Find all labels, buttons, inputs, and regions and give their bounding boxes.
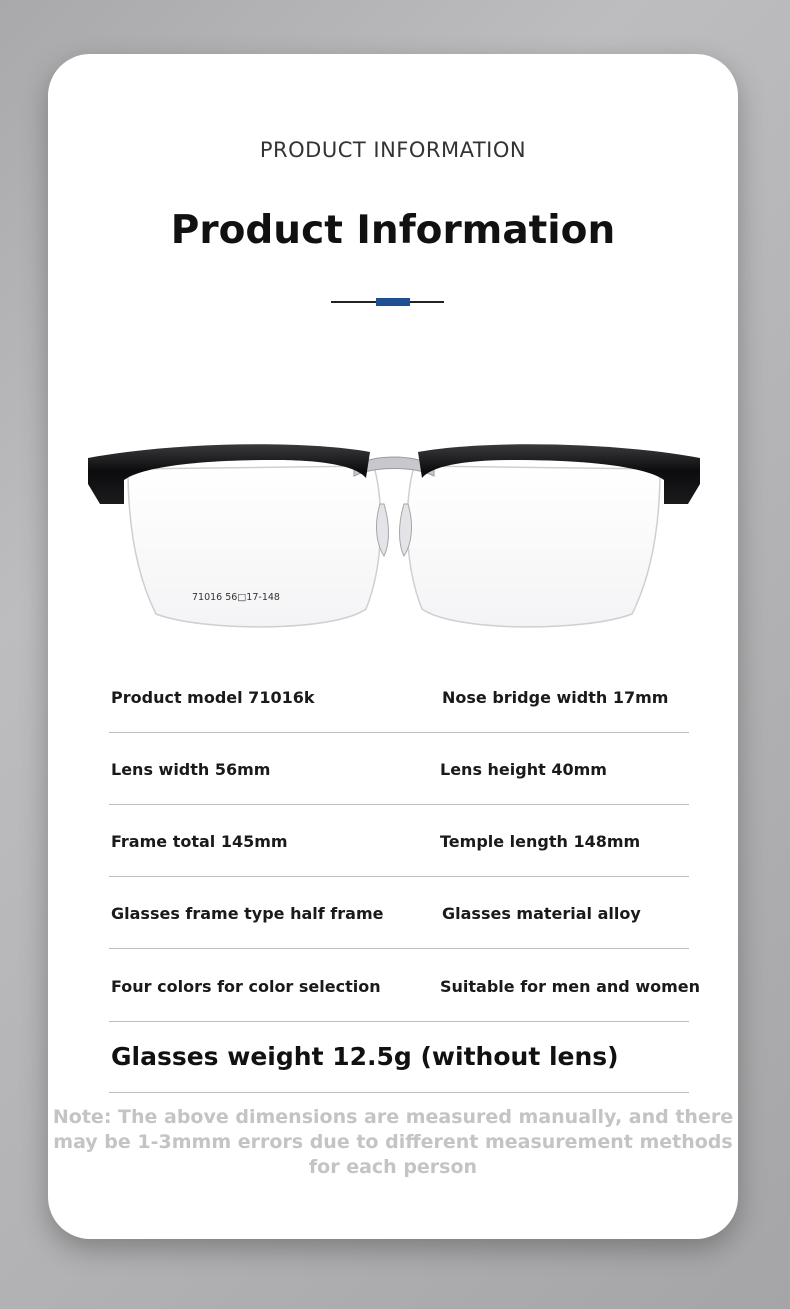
- spec-row: [109, 876, 689, 949]
- spec-row: [109, 732, 689, 805]
- spec-lens-width: Lens width 56mm: [111, 760, 271, 779]
- section-title: Product Information: [170, 208, 616, 253]
- glasses-product-image: [84, 374, 704, 644]
- right-lens: [407, 466, 660, 627]
- spec-suitable: Suitable for men and women: [440, 977, 700, 996]
- spec-weight: Glasses weight 12.5g (without lens): [111, 1042, 619, 1071]
- spec-frame-total: Frame total 145mm: [111, 832, 288, 851]
- spec-frame-type: Glasses frame type half frame: [111, 904, 384, 923]
- section-subtitle: PRODUCT INFORMATION: [259, 138, 527, 162]
- spec-model: Product model 71016k: [111, 688, 315, 707]
- spec-material: Glasses material alloy: [442, 904, 641, 923]
- spec-colors: Four colors for color selection: [111, 977, 381, 996]
- spec-row: [109, 804, 689, 877]
- divider-accent: [376, 298, 410, 306]
- frame-print-text: 71016 56□17-148: [192, 592, 280, 603]
- spec-nose-bridge: Nose bridge width 17mm: [442, 688, 669, 707]
- product-info-card: [48, 54, 738, 1239]
- spec-row: [109, 660, 689, 733]
- title-divider: [331, 298, 444, 306]
- weight-divider: [109, 1092, 689, 1093]
- spec-row: [109, 949, 700, 1022]
- measurement-note: Note: The above dimensions are measured manually, and there may be 1-3mmm errors due to different measurement methods for each person: [52, 1106, 734, 1178]
- spec-lens-height: Lens height 40mm: [440, 760, 607, 779]
- spec-temple-length: Temple length 148mm: [440, 832, 641, 851]
